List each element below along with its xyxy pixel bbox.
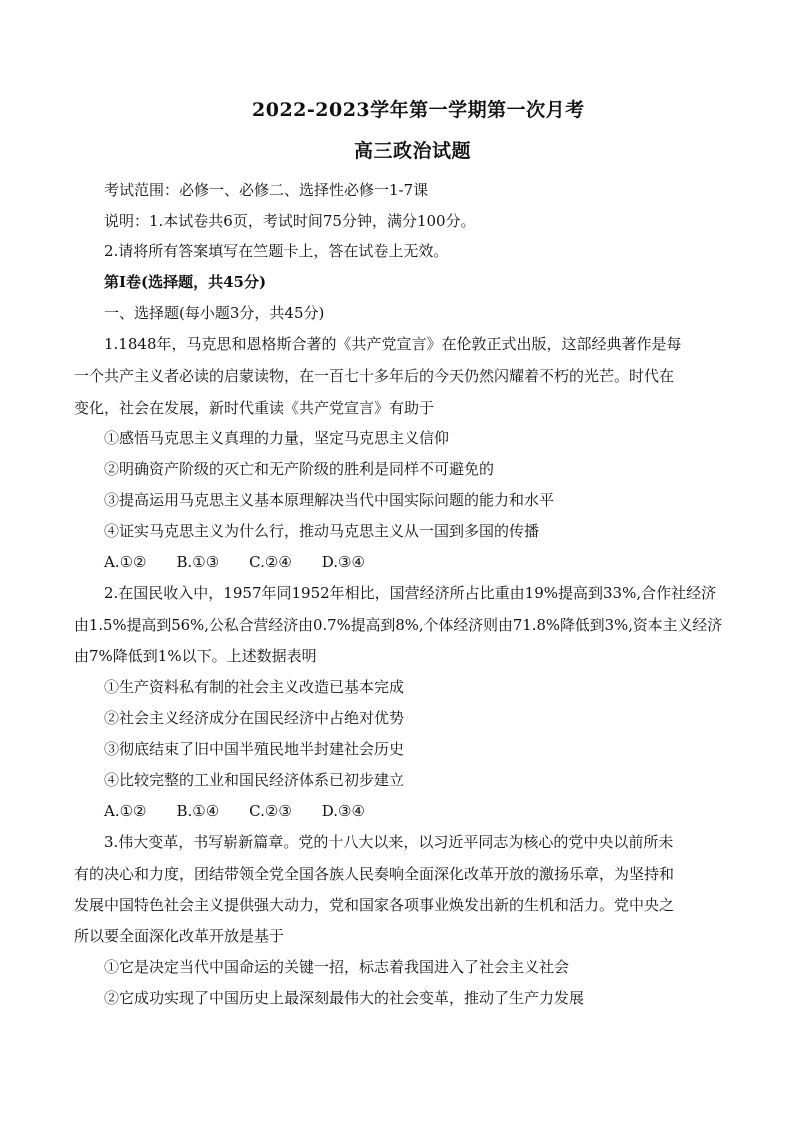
exam-note-1: 说明：1.本试卷共6页，考试时间75分钟，满分100分。: [104, 212, 476, 230]
volume-heading: 第I卷(选择题，共45分): [104, 273, 267, 291]
question-3-stem-line: 有的决心和力度，团结带领全党全国各族人民奏响全面深化改革开放的激扬乐章，为坚持和: [74, 865, 675, 883]
question-3-stem-line: 所以要全面深化改革开放是基于: [74, 927, 285, 945]
question-1-stem-line: 一个共产主义者必读的启蒙读物，在一百七十多年后的今天仍然闪耀着不朽的光芒。时代在: [74, 367, 675, 385]
question-2-option: ④比较完整的工业和国民经济体系已初步建立: [104, 771, 405, 789]
exam-note-2: 2.请将所有答案填写在竺题卡上，答在试卷上无效。: [104, 242, 449, 260]
exam-subtitle: 高三政治试题: [354, 140, 472, 162]
question-1-option: ③提高运用马克思主义基本原理解决当代中国实际问题的能力和水平: [104, 491, 555, 509]
question-1-option: ①感悟马克思主义真理的力量，坚定马克思主义信仰: [104, 429, 450, 447]
question-2-answer-choices: A.①② B.①④ C.②③ D.③④: [104, 802, 365, 820]
exam-scope: 考试范围：必修一、必修二、选择性必修一1-7课: [104, 181, 429, 199]
question-2-stem-line: 由1.5%提高到56%,公私合营经济由0.7%提高到8%,个体经济则由71.8%降低到3%,资本主义经济: [74, 616, 723, 634]
question-2-option: ③彻底结束了旧中国半殖民地半封建社会历史: [104, 740, 405, 758]
exam-title: 2022-2023学年第一学期第一次月考: [252, 99, 585, 121]
question-2-option: ②社会主义经济成分在国民经济中占绝对优势: [104, 709, 405, 727]
question-1-option: ④证实马克思主义为什么行，推动马克思主义从一国到多国的传播: [104, 522, 540, 540]
question-2-stem-line: 由7%降低到1%以下。上述数据表明: [74, 647, 317, 665]
question-3-stem-line: 3.伟大变革，书写崭新篇章。党的十八大以来，以习近平同志为核心的党中央以前所未: [104, 833, 674, 851]
part-heading: 一、选择题(每小题3分，共45分): [104, 304, 325, 322]
question-3-option: ①它是决定当代中国命运的关键一招，标志着我国进入了社会主义社会: [104, 958, 570, 976]
question-1-option: ②明确资产阶级的灭亡和无产阶级的胜利是同样不可避免的: [104, 460, 495, 478]
question-2-option: ①生产资料私有制的社会主义改造已基本完成: [104, 678, 405, 696]
question-3-option: ②它成功实现了中国历史上最深刻最伟大的社会变革，推动了生产力发展: [104, 989, 585, 1007]
question-1-stem-line: 变化，社会在发展，新时代重读《共产党宣言》有助于: [74, 399, 435, 417]
question-1-answer-choices: A.①② B.①③ C.②④ D.③④: [104, 553, 365, 571]
question-2-stem-line: 2.在国民收入中，1957年同1952年相比，国营经济所占比重由19%提高到33%,合作社经济: [104, 584, 717, 602]
question-3-stem-line: 发展中国特色社会主义提供强大动力，党和国家各项事业焕发出新的生机和活力。党中央之: [74, 896, 675, 914]
question-1-stem-line: 1.1848年，马克思和恩格斯合著的《共产党宣言》在伦敦正式出版，这部经典著作是每: [104, 335, 682, 353]
